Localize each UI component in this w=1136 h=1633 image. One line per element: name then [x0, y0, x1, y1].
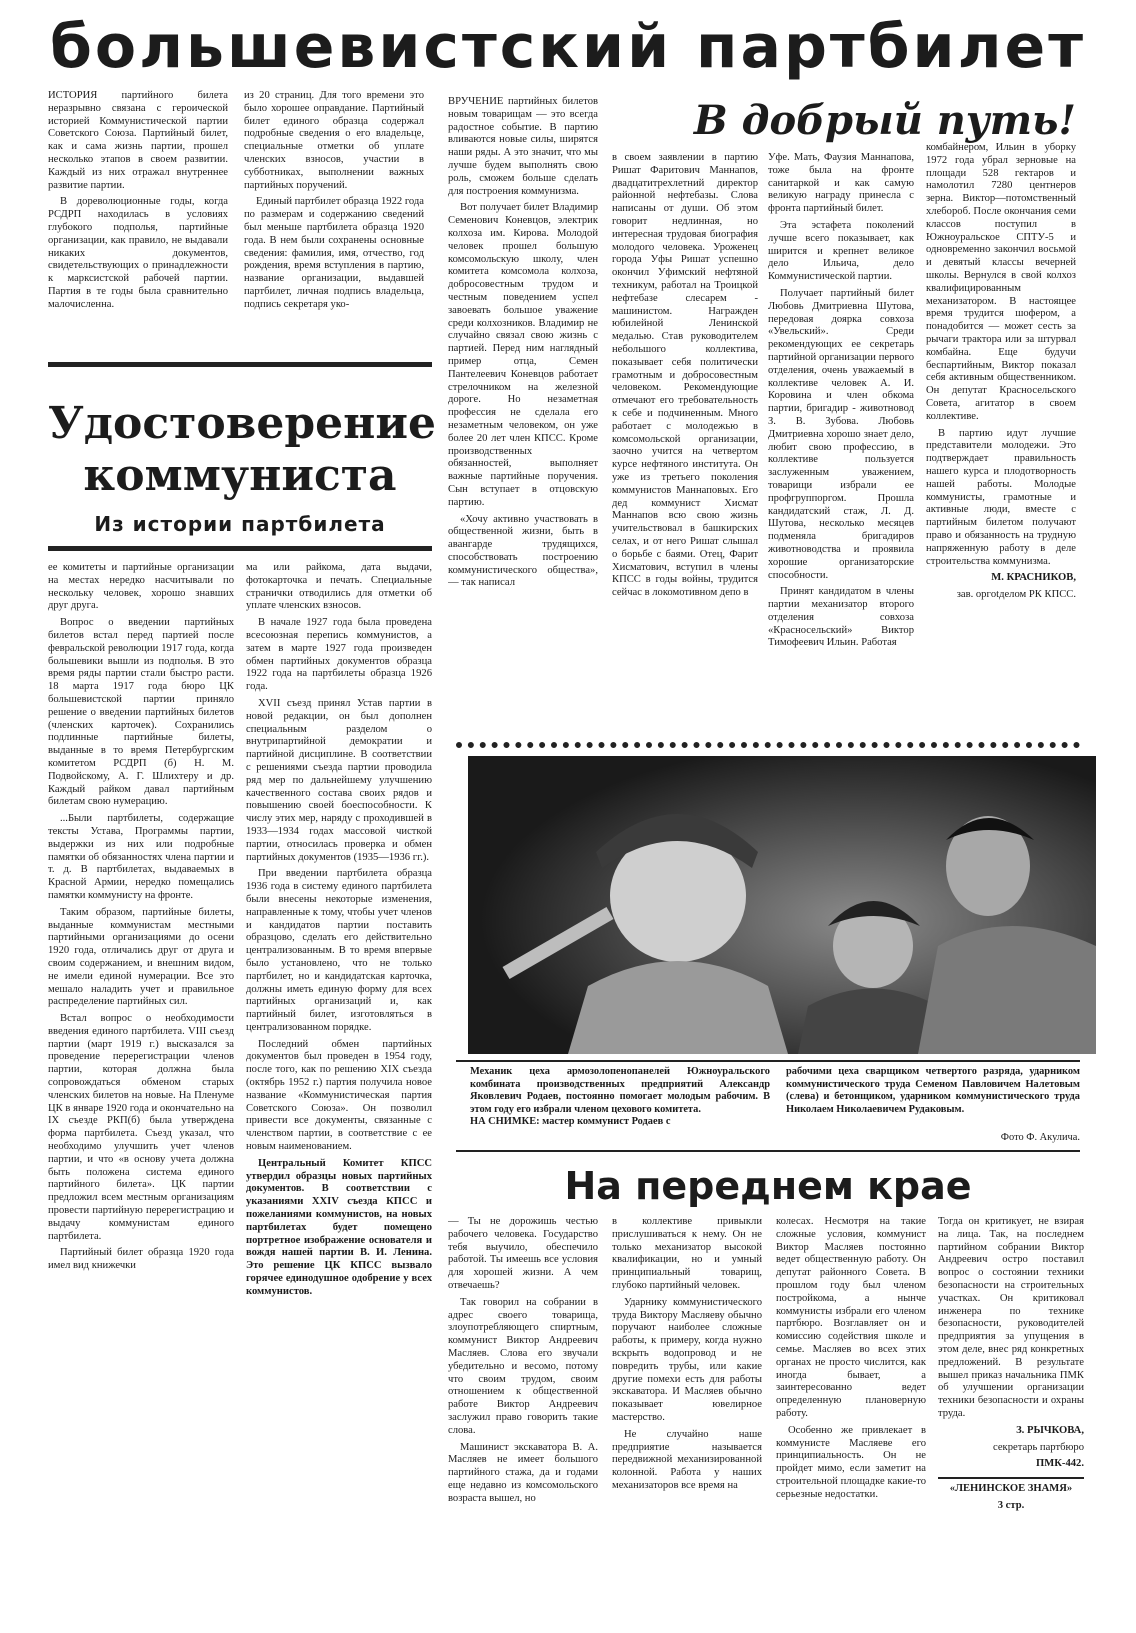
paragraph: XVII съезд принял Устав партии в новой редакции, он был дополнен специальным разделом о внутрипартийной демократии и партийной дисциплине. В соответствии с решениями съезда партии проводила ряд мер по дальнейшему улучшению качественного состава своих рядов и повышению своей боеспособности. К числу этих мер, наряду с проходившей в 1933—1934 годах массовой чисткой партии, относилась проверка и обмен партийных документов (1935—1936 гг.).	[246, 697, 432, 863]
paragraph: Единый партбилет образца 1922 года по размерам и содержанию сведений был меньше партбилета образца 1920 года. В нем были сохранены основные сведения: фамилия, имя, отчество, год рождения, время вступления в партию, название организации, выдавшей партбилет, личная подпись владельца, подпись секретаря уко-	[244, 196, 424, 310]
front-col-3	[776, 1216, 926, 1608]
paragraph: В партию идут лучшие представители молодежи. Это подтверждает правильность нашего курса и плодотворность нашей работы. Молодые коммунисты, грамотные и активные люди, вместе с партийным билетом получают право и обязанность на трудную напряженную работу в деле строительства коммунизма.	[926, 427, 1076, 567]
udost-subtitle: Из истории партбилета	[94, 512, 386, 536]
udost-col-b	[246, 562, 432, 1602]
paragraph: Машинист экскаватора В. А. Масляев не имеет большого партийного стажа, да и годами еще недавно из комсомольского возраста вышел, но	[448, 1441, 598, 1504]
divider	[48, 546, 432, 551]
photo-top-border	[456, 742, 1080, 748]
caption-text: рабочими цеха сварщиком четвертого разряда, ударником коммунистического труда Семеном Павловичем Налетовым (слева) и бетонщиком, ударником коммунистического труда Николаем Николаевичем Рудаковым.	[786, 1066, 1080, 1115]
dobryi-col-4	[926, 142, 1076, 704]
dobryi-col-3	[768, 152, 914, 702]
paragraph: «Хочу активно участвовать в общественной жизни, быть в авангарде трудящихся, способствовать построению коммунистического общества», — так написал	[448, 513, 598, 589]
dobryi-col-1	[448, 96, 598, 702]
udost-title-line-1: Удостоверение	[48, 398, 436, 449]
paragraph: Принят кандидатом в члены партии механизатор второго отделения совхоза «Красносельский» Виктор Тимофеевич Ильин. Работая	[768, 586, 914, 649]
history-intro-col-1	[48, 90, 228, 352]
paragraph: Таким образом, партийные билеты, выданные коммунистам местными партийными организациями до осени 1920 года, отличались друг от друга и своим содержанием, и внешним видом, не имели единой нумерации. Все это мешало наладить учет и правильное распределение партийных сил.	[48, 906, 234, 1008]
paragraph: При введении партбилета образца 1936 года в систему единого партбилета были внесены некоторые изменения, направленные к тому, чтобы учет членов и кандидатов партии поставить образцово, сделать его действительно централизованным. В то время впервые было установлено, что не только партбилет, но и кандидатская карточка, должны иметь единую форму для всех партийных организаций и, как партийный билет, изготовляться в централизованном порядке.	[246, 868, 432, 1033]
paragraph: Так говорил на собрании в адрес своего товарища, злоупотребляющего спиртным, коммунист Виктор Андреевич Масляев. Слова его звучали убедительно и весомо, потому что своим трудом, своим отношением к общественной работе Виктор Андреевич заслужил право говорить такие слова.	[448, 1296, 598, 1436]
photo-credit: Фото Ф. Акулича.	[1000, 1132, 1080, 1143]
paragraph: ма или райкома, дата выдачи, фотокарточка и печать. Специальные странички отводились для отметки об уплате членских взносов.	[246, 562, 432, 612]
udost-col-a	[48, 562, 234, 1602]
paragraph: Встал вопрос о необходимости введения единого партбилета. VIII съезд партии (март 1919 г.) высказался за проведение перерегистрации членов партии, которая должна была сопровождаться обменом старых членских билетов на новые. На Пленуме ЦК в январе 1920 года и окончательно на IX съезде РКП(б) была утверждена форма партбилета. Съезд указал, что необходимо улучшить учет членов партии, и что «в основу учета должна быть положена система единого партийного билета». ЦК партии предложил всем местным организациям провести партийную перерегистрацию и выдачу коммунистам единого партбилета.	[48, 1013, 234, 1242]
front-col-1	[448, 1216, 598, 1608]
dobryi-col-2	[612, 152, 758, 702]
paragraph: комбайнером, Ильин в уборку 1972 года убрал зерновые на площади 528 гектаров и намолотил 7280 центнеров зерна. Виктор—потомственный хлебороб. После окончания семи классов поступил в Южноуральское СПТУ-5 и одновременно закончил восьмой и девятый классы вечерней школы. Вернулся в свой колхоз квалифицированным механизатором. В настоящее время трудится шофером, а понадобится — может сесть за рычаги трактора или за штурвал комбайна. Еще будучи беспартийным, Виктор показал себя активным общественником. Он депутат Красносельского Совета, агитатор в своем коллективе.	[926, 142, 1076, 422]
paragraph: в своем заявлении в партию Ришат Фаритович Маннапов, двадцатитрехлетний директор районной нефтебазы. Слова написаны от души. Об этом говорит недлинная, но интересная трудовая биография молодого человека. Уроженец города Уфы Ришат успешно окончил Уфимский нефтяной техникум, работал на Троицкой нефтебазе слесарем - машинистом. Награжден юбилейной Ленинской медалью. Став руководителем небольшого коллектива, показывает себя политически грамотным и добросовестным человеком. Рекомендующие отмечают его требовательность к себе и подчиненным. Много работает с молодежью в комсомольской организации, заочно учится на четвертом курсе нефтяного института. Он уже из третьего поколения коммунистов Маннаповых. Его дед коммунист Хисмат Маннапов всю свою жизнь учительствовал в башкирских селах, и от него Ришат слышал о борьбе с баями. Отец, Фарит Хисматович, вступил в члены КПСС в годы войны, трудится сейчас в локомотивном депо в	[612, 152, 758, 599]
front-title: На переднем крае	[564, 1164, 972, 1208]
signature-role: зав. оргotделом РК КПСС.	[956, 589, 1076, 601]
paragraph: В дореволюционные годы, когда РСДРП находилась в условиях глубокого подполья, партийные организации, как правило, не выдавали никаких документов, свидетельствующих о принадлежности к марксистской рабочей партии. Партия в те годы была сравнительно малочисленна.	[48, 196, 228, 310]
paragraph: из 20 страниц. Для того времени это было хорошее оправдание. Партийный билет единого образца содержал подробные сведения о его владельце, специальные отметки об уплате членских взносов, участии в субботниках, выполнении важных партийных поручений.	[244, 90, 424, 191]
front-col-2	[612, 1216, 762, 1608]
paragraph: ИСТОРИЯ партийного билета неразрывно связана с героической историей Коммунистической партии Советского Союза. Партийный билет, как и сама жизнь партии, прошел несколько этапов в своем развитии. Каждый из них отражал внутреннее развитие партии.	[48, 90, 228, 191]
paragraph: — Ты не дорожишь честью рабочего человека. Государство тебя выучило, обеспечило работой. Ты имеешь все условия для хорошей жизни. А чем отвечаешь?	[448, 1216, 598, 1291]
paragraph: Получает партийный билет Любовь Дмитриевна Шутова, передовая доярка совхоза «Увельский». Среди рекомендующих ее секретарь партийной организации первого отделения, очень уважаемый в коллективе человек А. И. Коровина и член обкома партии, бригадир - животновод З. В. Зубова. Любовь Дмитриевна хорошо знает дело, любит свою профессию, в коллективе пользуется заслуженным уважением, товарищи избрали ее профгруппоргом. Прошла кандидатский стаж, Л. Д. Шутова, несколько месяцев подменяла бригадиров животноводства и проявила хорошие организаторские способности.	[768, 287, 914, 581]
caption-divider	[456, 1150, 1080, 1152]
signature-org: ПМК-442.	[1036, 1458, 1084, 1470]
signature-role: секретарь партбюро	[993, 1441, 1084, 1453]
history-intro-col-2	[244, 90, 424, 352]
caption-divider	[456, 1060, 1080, 1062]
paragraph: Тогда он критикует, не взирая на лица. Так, на последнем партийном собрании Виктор Андреевич остро поставил вопрос о состоянии техники безопасности на строительных участках. Он критиковал инженера по технике безопасности, руководителей предприятия за упущения в этом деле, внес ряд конкретных предложений. В результате вышел приказ начальника ПМК об улучшении организации техники безопасности и охраны труда.	[938, 1216, 1084, 1419]
paragraph: ее комитеты и партийные организации на местах нередко насчитывали по нескольку человек, хорошо знавших друг друга.	[48, 562, 234, 612]
photo-illustration	[468, 756, 1096, 1054]
photo-caption-left	[470, 1066, 770, 1129]
signature-name: М. КРАСНИКОВ,	[991, 572, 1076, 584]
paragraph: колесах. Несмотря на такие сложные условия, коммунист Виктор Масляев постоянно ведет общественную работу. Он депутат районного Совета. В прошлом году был членом постройкома, а нынче коммунисты избрали его членом партбюро. Возглавляет он и комиссию содействия школе и семье. Масляев во всех этих органах не просто числится, как иногда бывает, а заинтересованно ведет определенную плановерную работу.	[776, 1216, 926, 1419]
page-number: 3 стр.	[997, 1499, 1025, 1511]
udost-title-line-2: коммуниста	[83, 450, 397, 501]
paragraph: Партийный билет образца 1920 года имел вид книжечки	[48, 1247, 234, 1272]
masthead-title: большевистский партбилет	[49, 12, 1087, 82]
paragraph: Особенно же привлекает в коммунисте Масляеве его принципиальность. Он не пройдет мимо, если заметит на строительной площадке какие-то серьезные недостатки.	[776, 1424, 926, 1500]
caption-text-2: НА СНИМКЕ: мастер коммунист Родаев с	[470, 1116, 671, 1128]
dobryi-put-title: В добрый путь!	[693, 97, 1076, 144]
paragraph: Не случайно наше предприятие называется передвижной механизированной колонной. Работа у наших механизаторов все время на	[612, 1428, 762, 1491]
paragraph: Последний обмен партийных документов был проведен в 1954 году, после того, как по решению XIX съезда (октябрь 1952 г.) партия получила новое название «Коммунистическая партия Советского Союза». Он позволил привести все документы, связанные с членством партии, в соответствие с ее новым наименованием.	[246, 1038, 432, 1153]
front-col-4	[938, 1216, 1084, 1608]
signature-name: З. РЫЧКОВА,	[1016, 1424, 1084, 1436]
photo-workers	[468, 756, 1096, 1054]
paragraph: Вопрос о введении партийных билетов встал перед партией после февральской революции 1917 года, когда большевики вышли из подполья. В это время ряды партии стали быстро расти. 18 марта 1917 года бюро ЦК большевистской партии приняло решение о введении партийных билетов (членских карточек). Сохранились подлинные партийные билеты, выданные в то время Петербургским комитетом РСДРП (б) Н. М. Подвойскому, А. Г. Шлихтеру и др. Каждый райком давал партийным билетам свою нумерацию.	[48, 617, 234, 808]
paragraph: в коллективе привыкли прислушиваться к нему. Он не только механизатор высокой квалификации, но и умный принципиальный товарищ, глубоко партийный человек.	[612, 1216, 762, 1291]
paragraph: Эта эстафета поколений лучше всего показывает, как ширится и крепнет великое дело Ильича, дело Коммунистической партии.	[768, 219, 914, 283]
paragraph: Уфе. Мать, Фаузия Маннапова, тоже была на фронте санитаркой и как самую великую награду принесла с фронта партийный билет.	[768, 152, 914, 215]
caption-text: Механик цеха армозолопенопанелей Южноуральского комбината производственных предприятий Александр Яковлевич Родаев, постоянно помогает молодым рабочим. В этом году его избрали членом цехового комитета.	[470, 1066, 770, 1115]
paragraph: ...Были партбилеты, содержащие тексты Устава, Программы партии, выдержки из них или подробные памятки об обязанностях члена партии и т. д. В партбилетах, выдаваемых в Красной Армии, нередко помещались памятки коммунисту на фронте.	[48, 813, 234, 901]
newspaper-name: «ЛЕНИНСКОЕ ЗНАМЯ»	[949, 1483, 1073, 1495]
photo-caption-right	[786, 1066, 1080, 1116]
paragraph: ВРУЧЕНИЕ партийных билетов новым товарищам — это всегда радостное событие. В партию вливаются новые силы, ширятся наши ряды. А это значит, что мы лучше будем выполнять свою роль, сможем больше сделать для построения коммунизма.	[448, 96, 598, 197]
paragraph: В начале 1927 года была проведена всесоюзная перепись коммунистов, а затем в марте 1927 года произведен обмен партийных документов образца 1922 года на партбилеты образца 1926 года.	[246, 617, 432, 693]
paragraph: Центральный Комитет КПСС утвердил образцы новых партийных документов. В соответствии с указаниями XXIV съезда КПСС и пожеланиями коммунистов, на новых партбилетах будет помещено портретное изображение основателя и вождя нашей партии В. И. Ленина. Это решение ЦК КПСС вызвало горячее единодушное одобрение у всех коммунистов.	[246, 1157, 432, 1297]
divider	[48, 362, 432, 367]
paragraph: Вот получает билет Владимир Семенович Коневцов, электрик колхоза им. Кирова. Молодой человек прошел большую комсомольскую школу, член комитета комсомола колхоза, добросовестным трудом и честным поведением успел завоевать большое уважение среди колхозников. Владимир не случайно связал свою жизнь с партией. Перед ним наглядный пример отца, Семен Пантелеевич Коневцов работает стрелочником на железной дороге. Но незаметная профессия не сделала его незаметным человеком, он уже более 20 лет член КПСС. Кроме производственных обязанностей, выполняет важные партийные поручения. Сын вступает в отцовскую партию.	[448, 202, 598, 508]
divider	[938, 1477, 1084, 1479]
paragraph: Ударнику коммунистического труда Виктору Масляеву обычно поручают наиболее сложные работы, к примеру, когда нужно вскрыть водопровод и не повредить трубы, или какие другие помехи есть для работы экскаватора. И Масляев обычно показывает ювелирное мастерство.	[612, 1296, 762, 1423]
